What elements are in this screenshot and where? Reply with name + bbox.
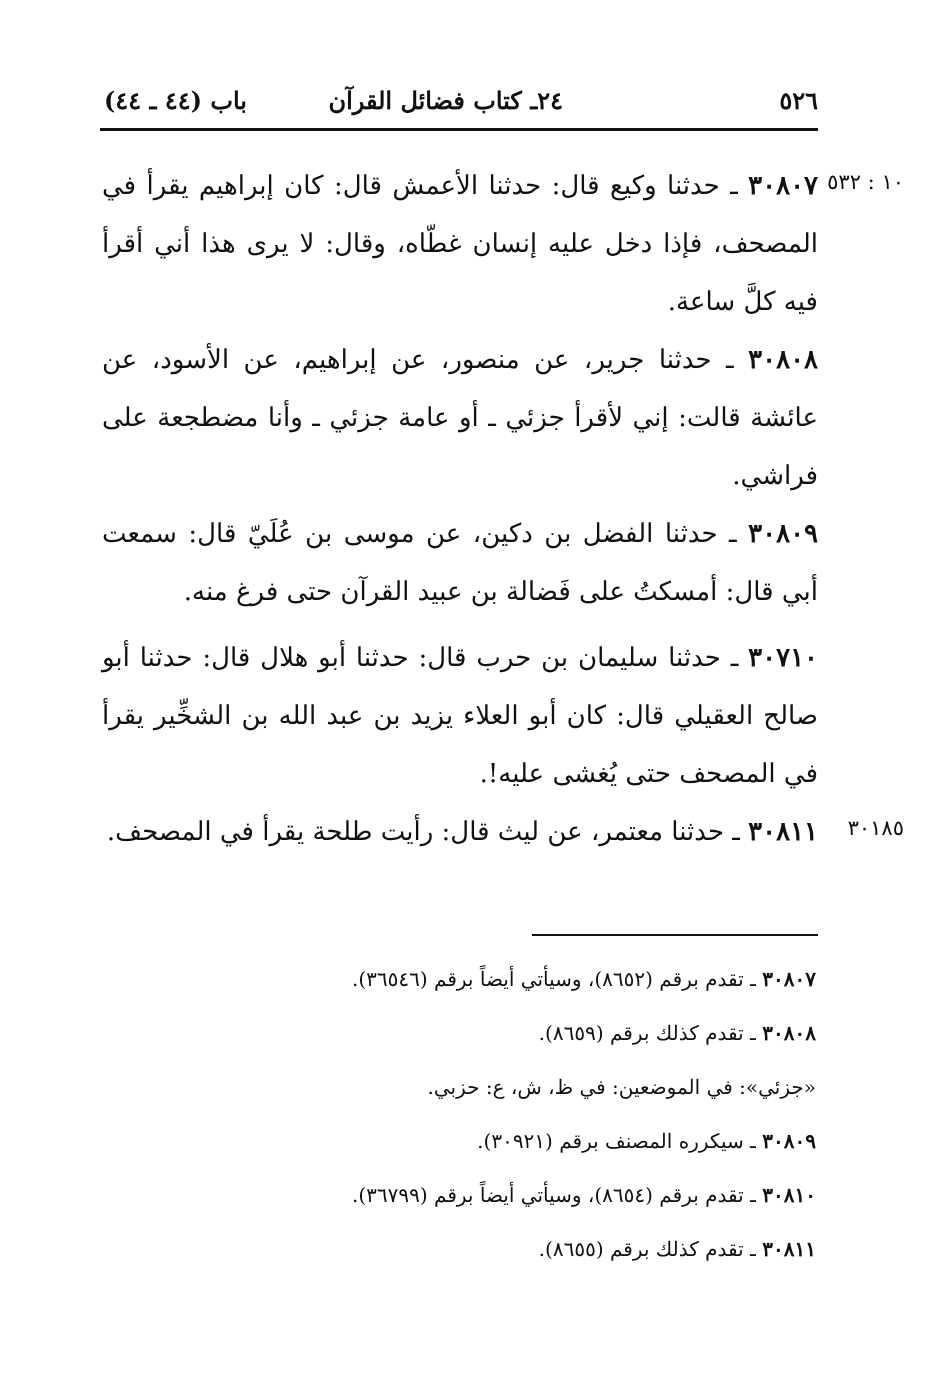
footnote [150, 1012, 816, 1066]
footnote [150, 1066, 816, 1120]
footnote-number: ٣٠٨١٠ [762, 1183, 816, 1207]
footnote-text: «جزئي»: في الموضعين: في ظ، ش، ع: حزبي. [427, 1075, 816, 1099]
chapter-label: باب (٤٤ ـ ٤٤) [104, 86, 247, 115]
hadith-paragraph [102, 803, 818, 861]
hadith-number: ٣٠٨٠٧ [748, 171, 818, 201]
footnote-text: ـ تقدم كذلك برقم (٨٦٥٩). [538, 1021, 763, 1045]
hadith-paragraph [102, 331, 818, 505]
hadith-text: ـ حدثنا الفضل بن دكين، عن موسى بن عُلَيّ قال: سمعت أبي قال: أمسكتُ على فَضالة بن عبيد القرآن حتى فرغ منه. [102, 519, 818, 607]
hadith-number: ٣٠٨١١ [748, 817, 818, 847]
margin-reference: ٣٠١٨٥ [847, 816, 904, 840]
footnote [150, 1120, 816, 1174]
footnote-separator [532, 934, 818, 936]
footnote-number: ٣٠٨٠٨ [762, 1021, 816, 1045]
hadith-paragraph [102, 157, 818, 331]
hadith-text: ـ حدثنا جرير، عن منصور، عن إبراهيم، عن الأسود، عن عائشة قالت: إني لأقرأ جزئي ـ أو عامة جزئي ـ وأنا مضطجعة على فراشي. [102, 345, 818, 491]
margin-reference: ١٠ : ٥٣٢ [827, 170, 904, 194]
footnote-number: ٣٠٨١١ [762, 1237, 816, 1261]
header-rule [100, 128, 818, 131]
hadith-paragraph [102, 629, 818, 803]
hadith-number: ٣٠٧١٠ [748, 643, 818, 673]
footnote-number: ٣٠٨٠٩ [762, 1129, 816, 1153]
book-title: ٢٤ـ كتاب فضائل القرآن [328, 86, 563, 115]
hadith-number: ٣٠٨٠٩ [748, 519, 818, 549]
hadith-text: ـ حدثنا معتمر، عن ليث قال: رأيت طلحة يقرأ في المصحف. [106, 817, 749, 847]
footnote-text: ـ تقدم برقم (٨٦٥٤)، وسيأتي أيضاً برقم (٣٦٧٩٩). [351, 1183, 763, 1207]
footnote-text: ـ تقدم برقم (٨٦٥٢)، وسيأتي أيضاً برقم (٣٦٥٤٦). [351, 967, 763, 991]
page-number: ٥٢٦ [779, 86, 818, 115]
footnote-number: ٣٠٨٠٧ [762, 967, 816, 991]
footnote [150, 1228, 816, 1282]
footnote-text: ـ تقدم كذلك برقم (٨٦٥٥). [538, 1237, 763, 1261]
footnote-text: ـ سيكرره المصنف برقم (٣٠٩٢١). [477, 1129, 763, 1153]
footnotes [150, 958, 816, 1282]
hadith-paragraph [102, 505, 818, 621]
page-header [100, 78, 818, 128]
hadith-text: ـ حدثنا سليمان بن حرب قال: حدثنا أبو هلال قال: حدثنا أبو صالح العقيلي قال: كان أبو العلاء يزيد بن عبد الله بن الشخِّير يقرأ في المصحف حتى يُغشى عليه!. [102, 643, 818, 789]
hadith-text: ـ حدثنا وكيع قال: حدثنا الأعمش قال: كان إبراهيم يقرأ في المصحف، فإذا دخل عليه إنسان غطّاه، وقال: لا يرى هذا أني أقرأ فيه كلَّ ساعة. [102, 171, 818, 317]
hadith-number: ٣٠٨٠٨ [748, 345, 818, 375]
footnote [150, 958, 816, 1012]
footnote [150, 1174, 816, 1228]
